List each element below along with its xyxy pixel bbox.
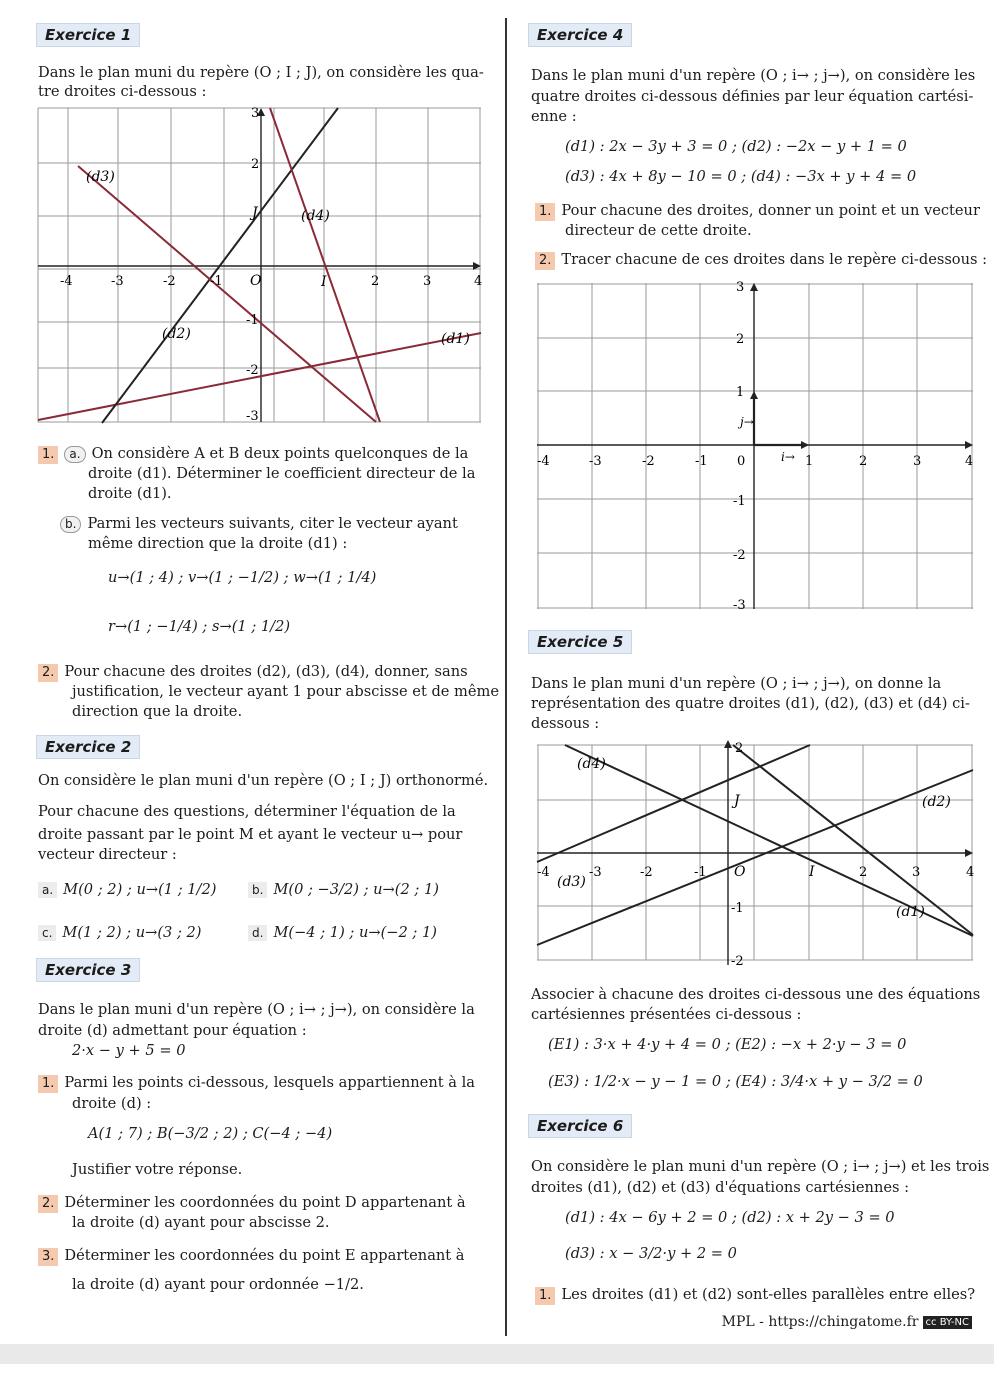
ex5-xtick: 2: [859, 865, 868, 880]
ex4-ytick: 1: [736, 385, 745, 400]
ex1-vectors-line2: r→(1 ; −1/4) ; s→(1 ; 1/2): [108, 618, 291, 635]
ex3-q3-number: 3.: [38, 1248, 58, 1266]
ex1-q1a-letter: a.: [64, 446, 85, 463]
ex4-line2: quatre droites ci-dessous définies par leur équation cartési-: [531, 88, 974, 105]
ex4-q1-number: 1.: [535, 203, 555, 221]
ex6-equations-row1: (d1) : 4x − 6y + 2 = 0 ; (d2) : x + 2y − 3 = 0: [565, 1209, 895, 1226]
ex4-ytick: -3: [733, 598, 746, 613]
ex1-ytick: -1: [246, 313, 259, 328]
ex5-ytick: 2: [735, 741, 744, 756]
ex3-line2: droite (d) admettant pour équation :: [38, 1022, 307, 1039]
ex5-graph: [537, 740, 975, 969]
ex4-xtick: -3: [589, 454, 602, 469]
ex1-xtick: 4: [474, 274, 483, 289]
ex1-xtick: 2: [371, 274, 380, 289]
ex1-q2-line2: justification, le vecteur ayant 1 pour abscisse et de même: [72, 683, 500, 700]
ex2-line2: Pour chacune des questions, déterminer l'équation de la: [38, 803, 456, 820]
exercise-1-title: Exercice 1: [36, 23, 140, 47]
ex6-q1: [535, 1285, 975, 1305]
ex4-line3: enne :: [531, 108, 577, 125]
ex5-line3: dessous :: [531, 715, 600, 732]
ex3-q1-number: 1.: [38, 1075, 58, 1093]
ex2-line4: vecteur directeur :: [38, 846, 177, 863]
ex1-ytick: -3: [246, 409, 259, 424]
ex4-q1-line2: directeur de cette droite.: [565, 222, 752, 239]
ex2-item-a: [38, 880, 216, 900]
ex1-xtick: -2: [163, 274, 176, 289]
ex4-xtick: 2: [859, 454, 868, 469]
ex3-q3-text: Déterminer les coordonnées du point E appartenant à: [64, 1247, 465, 1264]
ex4-xtick: -2: [642, 454, 655, 469]
ex2-item-d: [248, 923, 437, 943]
ex1-label-d2: (d2): [162, 326, 191, 342]
ex1-xtick: 3: [423, 274, 432, 289]
ex6-q1-number: 1.: [535, 1287, 555, 1305]
ex5-assoc-line1: Associer à chacune des droites ci-dessous une des équations: [531, 986, 981, 1003]
ex1-label-d3: (d3): [86, 169, 115, 185]
ex2-d-letter: d.: [248, 925, 267, 941]
ex2-c-text: M(1 ; 2) ; u→(3 ; 2): [62, 924, 202, 941]
ex6-q1-text: Les droites (d1) et (d2) sont-elles parallèles entre elles?: [561, 1286, 976, 1303]
ex4-equations-row1: (d1) : 2x − 3y + 3 = 0 ; (d2) : −2x − y + 1 = 0: [565, 138, 907, 155]
ex4-xtick: 1: [805, 454, 814, 469]
license-badge: cc BY-NC: [923, 1316, 972, 1329]
ex3-q2-line2: la droite (d) ayant pour abscisse 2.: [72, 1214, 330, 1231]
ex1-xtick: -4: [60, 274, 73, 289]
exercise-3-title: Exercice 3: [36, 958, 140, 982]
ex6-line1: On considère le plan muni d'un repère (O ; i→ ; j→) et les trois: [531, 1158, 990, 1175]
ex4-xtick: -1: [695, 454, 708, 469]
ex1-q1b-line2: même direction que la droite (d1) :: [88, 535, 348, 552]
ex5-label-d4: (d4): [577, 756, 606, 772]
ex5-label-O: O: [734, 864, 746, 880]
bottom-bar: [0, 1344, 994, 1364]
ex1-ytick: 2: [251, 157, 260, 172]
ex1-q2-line3: direction que la droite.: [72, 703, 243, 720]
ex1-xtick: -1: [210, 274, 223, 289]
ex1-q1a-line2: droite (d1). Déterminer le coefficient directeur de la: [88, 465, 476, 482]
ex4-q1-line1: [535, 201, 980, 221]
ex1-label-O: O: [250, 273, 262, 289]
ex1-graph: [38, 108, 481, 423]
footer-link[interactable]: MPL - https://chingatome.fr: [721, 1314, 919, 1330]
ex4-xtick: 0: [737, 454, 746, 469]
ex5-xtick: -4: [537, 865, 550, 880]
ex4-ytick: -1: [733, 494, 746, 509]
ex4-ytick: 3: [736, 280, 745, 295]
ex5-xtick: -1: [694, 865, 707, 880]
exercise-4-title: Exercice 4: [528, 23, 632, 47]
ex4-q1-text: Pour chacune des droites, donner un point et un vecteur: [561, 202, 980, 219]
ex4-xtick: -4: [537, 454, 550, 469]
ex3-q1-line1: [38, 1073, 475, 1093]
ex3-q1-text: Parmi les points ci-dessous, lesquels appartiennent à la: [64, 1074, 475, 1091]
ex1-label-d4: (d4): [301, 208, 330, 224]
ex1-line-d1: [38, 333, 481, 420]
ex4-xtick: 4: [965, 454, 974, 469]
ex6-equations-row2: (d3) : x − 3/2·y + 2 = 0: [565, 1245, 737, 1262]
ex1-q1-number: 1.: [38, 446, 58, 464]
ex2-item-b: [248, 880, 439, 900]
ex4-q2-line1: [535, 250, 987, 270]
ex5-xtick: -2: [640, 865, 653, 880]
ex5-assoc-line2: cartésiennes présentées ci-dessous :: [531, 1006, 802, 1023]
footer: [722, 1312, 972, 1332]
ex4-equations-row2: (d3) : 4x + 8y − 10 = 0 ; (d4) : −3x + y + 4 = 0: [565, 168, 917, 185]
ex1-ytick: 3: [251, 106, 260, 121]
ex3-points: A(1 ; 7) ; B(−3/2 ; 2) ; C(−4 ; −4): [88, 1125, 333, 1142]
ex5-xtick: -3: [589, 865, 602, 880]
ex2-c-letter: c.: [38, 925, 56, 941]
ex4-xtick: 3: [913, 454, 922, 469]
ex5-label-d2: (d2): [922, 794, 951, 810]
ex6-line2: droites (d1), (d2) et (d3) d'équations cartésiennes :: [531, 1179, 910, 1196]
ex3-q3-line2: la droite (d) ayant pour ordonnée −1/2.: [72, 1276, 364, 1293]
ex4-ytick: 2: [736, 332, 745, 347]
exercise-5-title: Exercice 5: [528, 630, 632, 654]
ex3-q2-line1: [38, 1193, 466, 1213]
ex3-line1: Dans le plan muni d'un repère (O ; i→ ; j→), on considère la: [38, 1001, 475, 1018]
ex1-xtick: -3: [111, 274, 124, 289]
ex1-q1b-letter: b.: [60, 516, 81, 533]
ex4-j-vector-label: j→: [740, 415, 754, 429]
ex5-xtick: 4: [966, 865, 975, 880]
ex1-ytick: -2: [246, 363, 259, 378]
ex3-q2-number: 2.: [38, 1195, 58, 1213]
ex2-line1: On considère le plan muni d'un repère (O ; I ; J) orthonormé.: [38, 772, 489, 789]
ex3-q1-line2: droite (d) :: [72, 1095, 152, 1112]
ex1-q1a-text: On considère A et B deux points quelconques de la: [91, 445, 469, 462]
ex5-label-I: I: [809, 864, 815, 880]
ex4-q2-text: Tracer chacune de ces droites dans le repère ci-dessous :: [561, 251, 988, 268]
ex1-label-J: J: [252, 205, 258, 221]
ex4-line1: Dans le plan muni d'un repère (O ; i→ ; j→), on considère les: [531, 67, 976, 84]
ex4-i-vector-label: i→: [781, 450, 795, 464]
ex1-intro-line2: tre droites ci-dessous :: [38, 83, 207, 100]
ex3-q2-text: Déterminer les coordonnées du point D appartenant à: [64, 1194, 466, 1211]
ex4-ytick: -2: [733, 548, 746, 563]
ex5-ytick: -1: [731, 901, 744, 916]
ex1-q2-number: 2.: [38, 664, 58, 682]
ex5-ytick: -2: [731, 954, 744, 969]
ex2-b-letter: b.: [248, 882, 267, 898]
ex2-item-c: [38, 923, 202, 943]
ex4-q2-number: 2.: [535, 252, 555, 270]
ex2-b-text: M(0 ; −3/2) ; u→(2 ; 1): [273, 881, 439, 898]
ex1-q1b-line1: [60, 514, 458, 534]
ex2-line3: droite passant par le point M et ayant le vecteur u→ pour: [38, 826, 463, 843]
ex2-d-text: M(−4 ; 1) ; u→(−2 ; 1): [273, 924, 437, 941]
ex1-q1b-text: Parmi les vecteurs suivants, citer le vecteur ayant: [87, 515, 458, 532]
ex1-line-d4: [270, 108, 380, 422]
ex5-equations-row1: (E1) : 3·x + 4·y + 4 = 0 ; (E2) : −x + 2·y − 3 = 0: [548, 1036, 907, 1053]
ex5-xtick: 3: [912, 865, 921, 880]
ex3-q3-line1: [38, 1246, 465, 1266]
ex5-line2: représentation des quatre droites (d1), (d2), (d3) et (d4) ci-: [531, 695, 970, 712]
ex5-equations-row2: (E3) : 1/2·x − y − 1 = 0 ; (E4) : 3/4·x + y − 3/2 = 0: [548, 1073, 923, 1090]
ex5-label-J: J: [734, 793, 740, 809]
ex1-label-I: I: [321, 274, 327, 290]
ex1-q2-text: Pour chacune des droites (d2), (d3), (d4), donner, sans: [64, 663, 468, 680]
ex5-line1: Dans le plan muni d'un repère (O ; i→ ; j→), on donne la: [531, 675, 942, 692]
ex1-q2-line1: [38, 662, 468, 682]
ex2-a-text: M(0 ; 2) ; u→(1 ; 1/2): [63, 881, 217, 898]
ex3-justify: Justifier votre réponse.: [72, 1161, 243, 1178]
ex1-q1a-line1: [38, 444, 468, 464]
ex4-empty-grid: [537, 280, 974, 613]
ex2-a-letter: a.: [38, 882, 57, 898]
ex3-equation: 2·x − y + 5 = 0: [72, 1042, 186, 1059]
exercise-6-title: Exercice 6: [528, 1114, 632, 1138]
ex5-label-d1: (d1): [896, 904, 925, 920]
ex1-q1a-line3: droite (d1).: [88, 485, 172, 502]
column-divider: [505, 18, 507, 1336]
ex1-intro-line1: Dans le plan muni du repère (O ; I ; J), on considère les qua-: [38, 64, 484, 81]
ex1-vectors-line1: u→(1 ; 4) ; v→(1 ; −1/2) ; w→(1 ; 1/4): [108, 569, 377, 586]
ex1-label-d1: (d1): [441, 331, 470, 347]
ex5-label-d3: (d3): [557, 874, 586, 890]
exercise-2-title: Exercice 2: [36, 735, 140, 759]
